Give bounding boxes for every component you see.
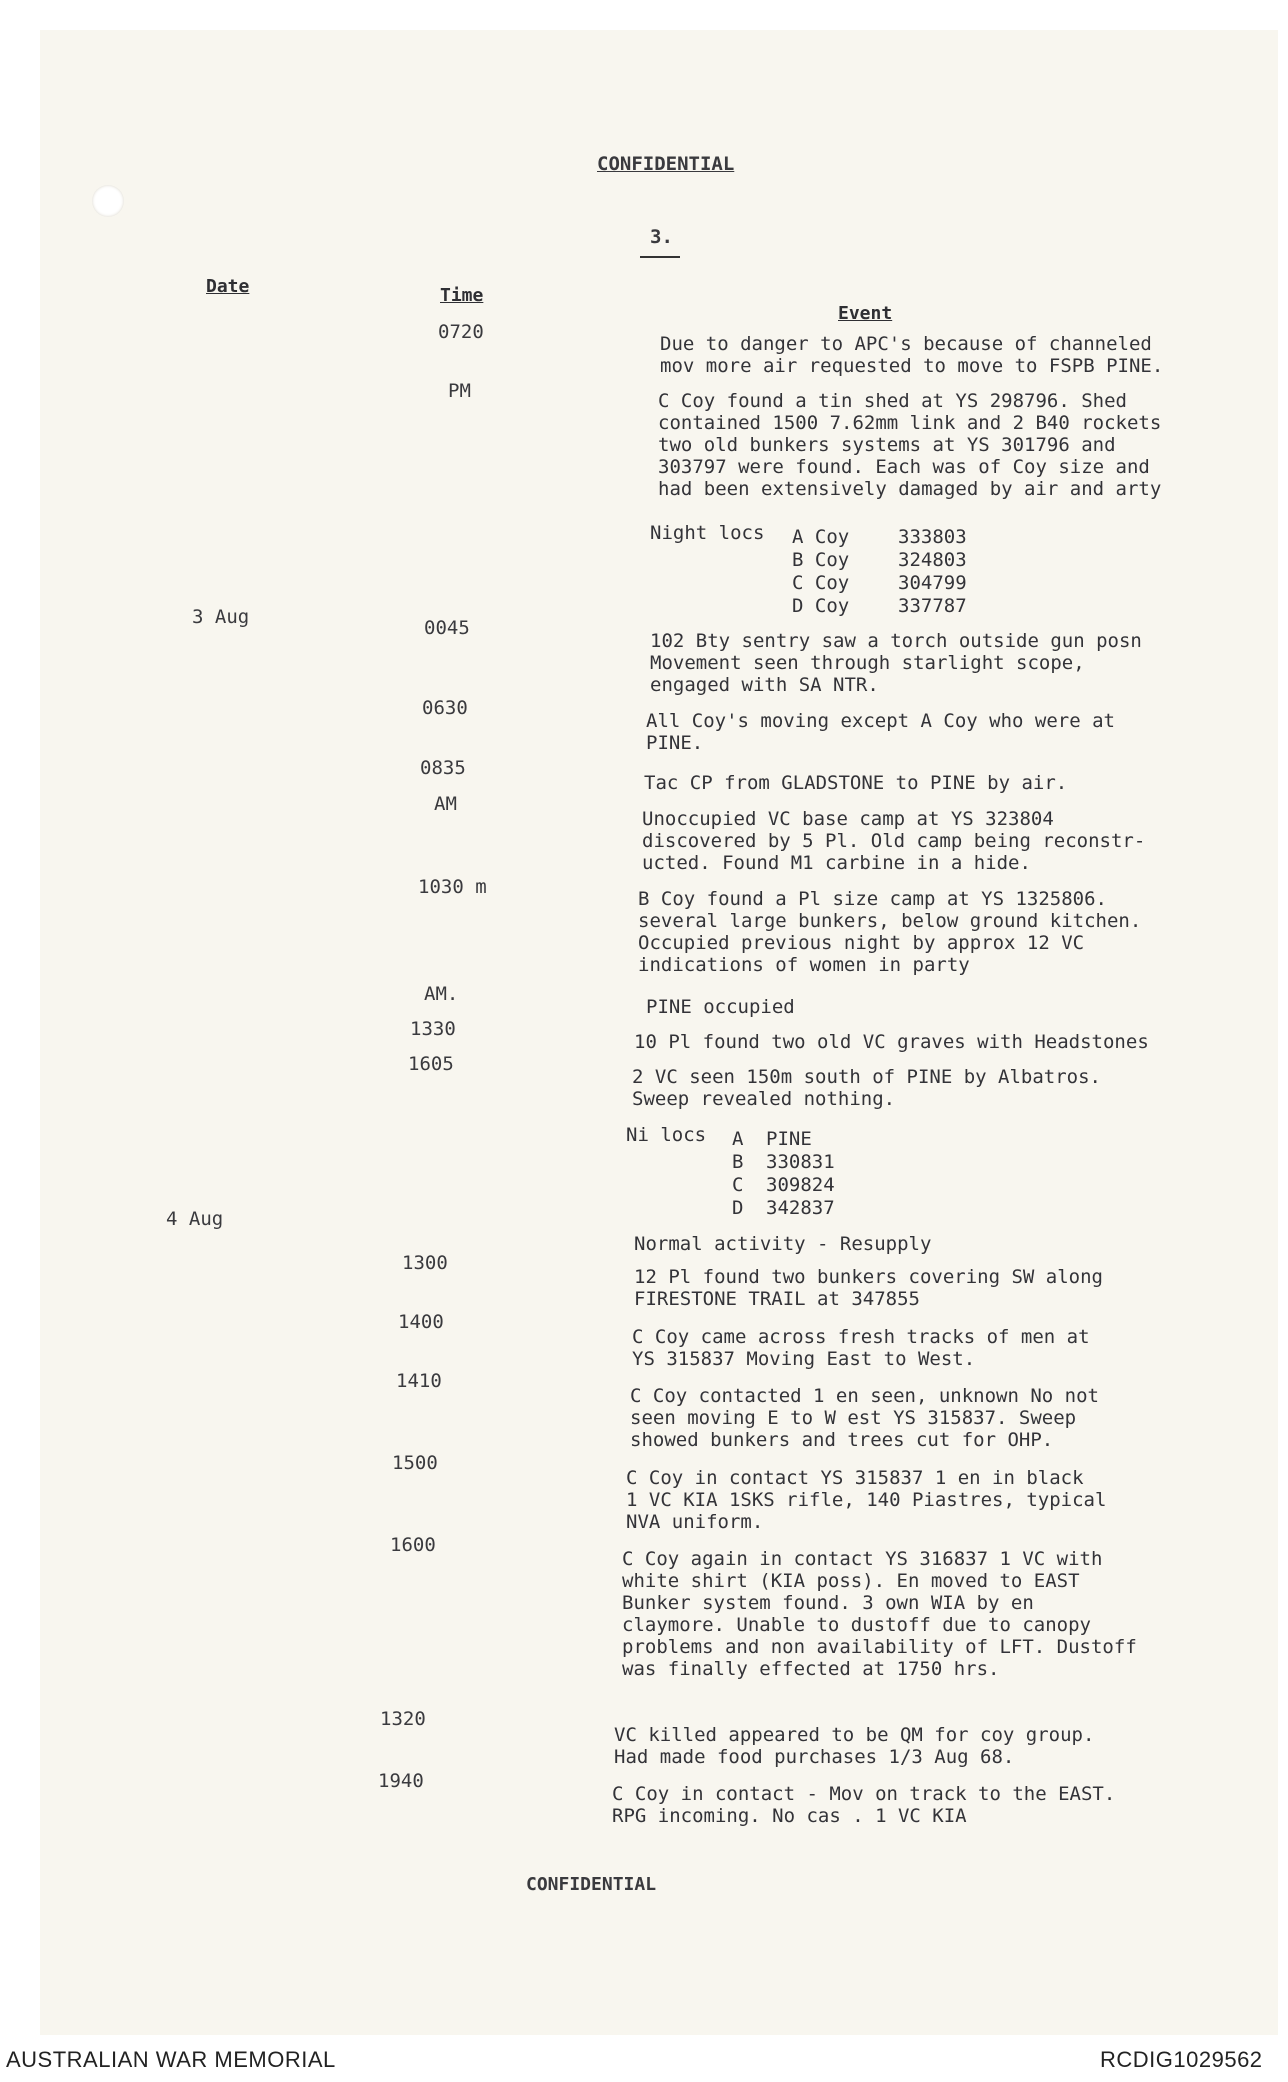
event-entry: 2 VC seen 150m south of PINE by Albatros. Sweep revealed nothing. — [632, 1066, 1101, 1110]
event-entry: PINE occupied — [646, 996, 795, 1018]
time-cell: 0835 — [420, 757, 466, 779]
time-cell: 1030 m — [418, 876, 487, 898]
night-loc-item: B Coy 324803 — [792, 549, 967, 571]
time-cell: 0045 — [424, 617, 470, 639]
event-entry: 102 Bty sentry saw a torch outside gun posn Movement seen through starlight scope, engaged with SA NTR. — [650, 630, 1142, 696]
event-entry: Tac CP from GLADSTONE to PINE by air. — [644, 772, 1068, 794]
archive-id: RCDIG1029562 — [1100, 2047, 1263, 2072]
date-cell: 3 Aug — [192, 606, 250, 628]
event-entry: Due to danger to APC's because of channeled mov more air requested to move to FSPB PINE. — [660, 333, 1164, 377]
time-cell: 1410 — [396, 1370, 442, 1392]
night-loc-item: D Coy 337787 — [792, 595, 967, 617]
time-cell: 0720 — [438, 321, 484, 343]
night-loc-item: D 342837 — [732, 1197, 835, 1219]
night-locs-label: Ni locs — [626, 1124, 707, 1146]
time-cell: 1400 — [398, 1311, 444, 1333]
event-entry: Unoccupied VC base camp at YS 323804 discovered by 5 Pl. Old camp being reconstr- ucted. Found M1 carbine in a hide. — [642, 808, 1146, 874]
event-entry: All Coy's moving except A Coy who were at PINE. — [646, 710, 1115, 754]
date-cell: 4 Aug — [166, 1208, 224, 1230]
event-entry: B Coy found a Pl size camp at YS 1325806. several large bunkers, below ground kitchen. Occupied previous night by approx 12 VC indications of women in party — [638, 888, 1142, 976]
column-header-event: Event — [838, 303, 893, 324]
event-entry: C Coy in contact YS 315837 1 en in black 1 VC KIA 1SKS rifle, 140 Piastres, typical NVA uniform. — [626, 1467, 1107, 1533]
event-entry: 10 Pl found two old VC graves with Headstones — [634, 1031, 1149, 1053]
time-cell: AM. — [424, 983, 459, 1005]
night-loc-item: C Coy 304799 — [792, 572, 967, 594]
night-loc-item: A Coy 333803 — [792, 526, 967, 548]
event-entry: C Coy contacted 1 en seen, unknown No not seen moving E to W est YS 315837. Sweep showed bunkers and trees cut for OHP. — [630, 1385, 1099, 1451]
night-loc-item: C 309824 — [732, 1174, 835, 1196]
archive-credit: AUSTRALIAN WAR MEMORIAL — [6, 2047, 336, 2072]
event-entry: VC killed appeared to be QM for coy group. Had made food purchases 1/3 Aug 68. — [614, 1724, 1095, 1768]
time-cell: 1940 — [378, 1770, 424, 1792]
event-entry: 12 Pl found two bunkers covering SW along FIRESTONE TRAIL at 347855 — [634, 1266, 1103, 1310]
event-entry: C Coy again in contact YS 316837 1 VC with white shirt (KIA poss). En moved to EAST Bunker system found. 3 own WIA by en claymore. Unable to dustoff due to canopy problems and non availability of LFT. Dustoff was finally effected at 1750 hrs. — [622, 1548, 1137, 1680]
time-cell: 1600 — [390, 1534, 436, 1556]
page-number: 3. — [650, 226, 673, 248]
event-entry: C Coy came across fresh tracks of men at YS 315837 Moving East to West. — [632, 1326, 1090, 1370]
time-cell: 1330 — [410, 1018, 456, 1040]
night-loc-item: A PINE — [732, 1128, 812, 1150]
column-header-time: Time — [440, 285, 484, 306]
night-locs-label: Night locs — [650, 522, 765, 544]
time-cell: 1605 — [408, 1053, 454, 1075]
classification-header: CONFIDENTIAL — [597, 153, 735, 175]
night-loc-item: B 330831 — [732, 1151, 835, 1173]
time-cell: AM — [434, 793, 457, 815]
night-locs-list — [792, 526, 967, 618]
night-locs-list — [732, 1128, 835, 1220]
event-entry: Normal activity - Resupply — [634, 1233, 932, 1255]
event-entry: C Coy in contact - Mov on track to the EAST. RPG incoming. No cas . 1 VC KIA — [612, 1783, 1116, 1827]
time-cell: PM — [448, 380, 471, 402]
column-header-date: Date — [206, 276, 250, 297]
time-cell: 1300 — [402, 1252, 448, 1274]
time-cell: 1320 — [380, 1708, 426, 1730]
classification-footer: CONFIDENTIAL — [526, 1874, 657, 1895]
page-number-underline — [640, 256, 680, 258]
time-cell: 0630 — [422, 697, 468, 719]
event-entry: C Coy found a tin shed at YS 298796. Shed contained 1500 7.62mm link and 2 B40 rockets two old bunkers systems at YS 301796 and 303797 were found. Each was of Coy size and had been extensively damaged by air and arty — [658, 390, 1162, 500]
punch-hole — [92, 185, 124, 217]
time-cell: 1500 — [392, 1452, 438, 1474]
